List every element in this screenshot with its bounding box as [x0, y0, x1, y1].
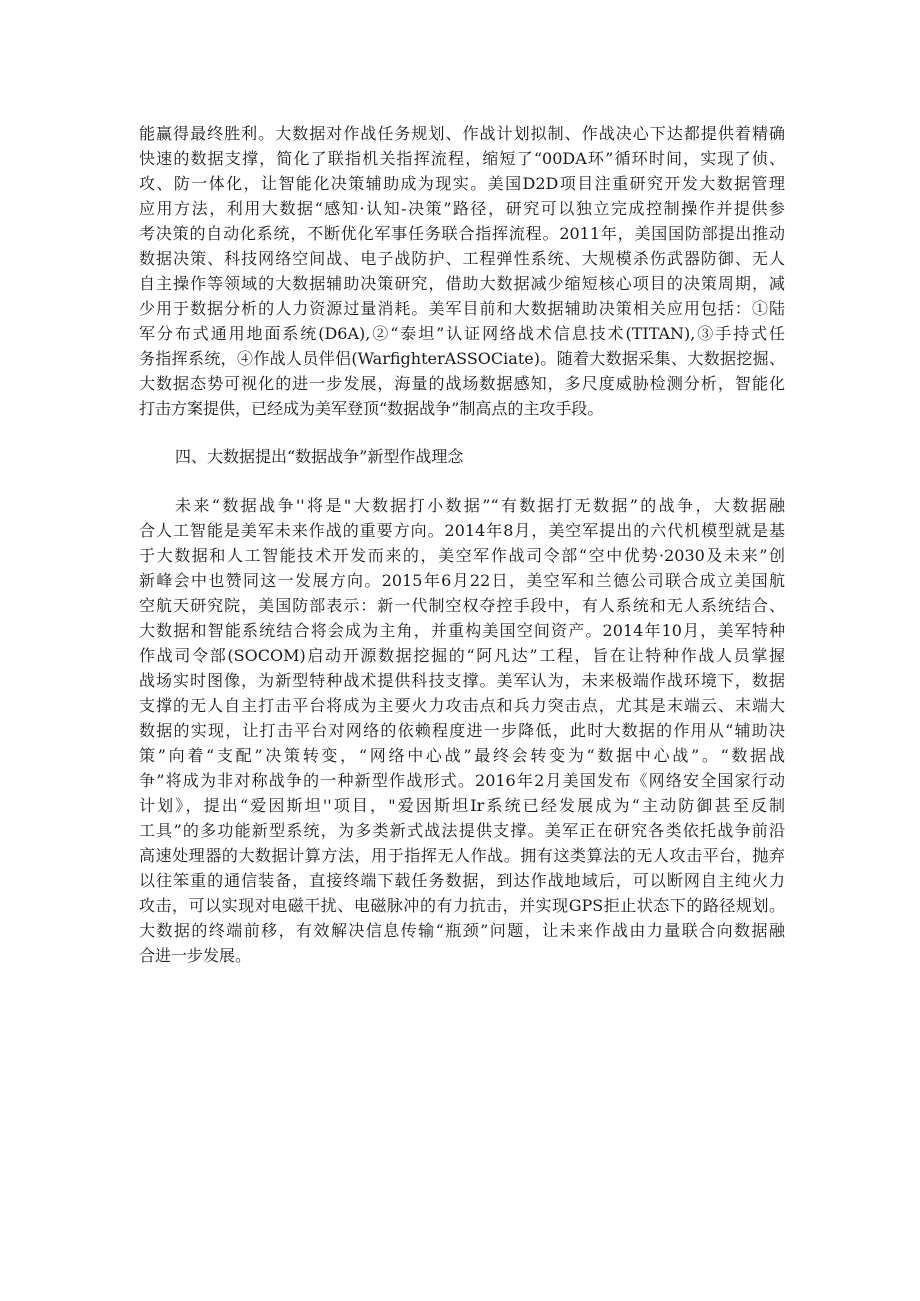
- text-line: 计划》，提出“爱因斯坦''项目，"爱因斯坦Ir系统已经发展成为“主动防御甚至反制: [139, 796, 785, 815]
- section-heading: 四、大数据提出“数据战争”新型作战理念: [175, 447, 464, 466]
- text-line: 高速处理器的大数据计算方法，用于指挥无人作战。拥有这类算法的无人攻击平台，抛弃: [139, 846, 785, 865]
- text-line: 自主操作等领域的大数据辅助决策研究，借助大数据减少缩短核心项目的决策周期，减: [139, 274, 785, 293]
- text-line: 支撑的无人自主打击平台将成为主要火力攻击点和兵力突击点，尤其是末端云、末端大: [139, 696, 785, 715]
- text-line: 大数据的终端前移，有效解决信息传输“瓶颈”问题，让未来作战由力量联合向数据融: [139, 921, 785, 940]
- text-line: 战场实时图像，为新型特种战术提供科技支撑。美军认为，未来极端作战环境下，数据: [139, 671, 785, 690]
- text-line: 打击方案提供，已经成为美军登顶“数据战争”制高点的主攻手段。: [139, 399, 604, 418]
- text-line: 于大数据和人工智能技术开发而来的，美空军作战司令部“空中优势·2030及未来”创: [139, 546, 785, 565]
- text-line: 以往笨重的通信装备，直接终端下载任务数据，到达作战地域后，可以断网自主纯火力: [139, 871, 785, 890]
- text-line: 工具”的多功能新型系统，为多类新式战法提供支撑。美军正在研究各类依托战争前沿: [139, 821, 785, 840]
- paragraph-1: [139, 121, 785, 421]
- text-line: 策”向着“支配”决策转变，“网络中心战”最终会转变为“数据中心战”。“数据战: [139, 746, 785, 765]
- text-line: 空航天研究院，美国防部表示：新一代制空权夺控手段中，有人系统和无人系统结合、: [139, 596, 785, 615]
- text-line: 大数据态势可视化的进一步发展，海量的战场数据感知，多尺度威胁检测分析，智能化: [139, 374, 785, 393]
- text-line: 考决策的自动化系统，不断优化军事任务联合指挥流程。2011年，美国国防部提出推动: [139, 224, 785, 243]
- text-line: 合人工智能是美军未来作战的重要方向。2014年8月，美空军提出的六代机模型就是基: [139, 521, 785, 540]
- text-line: 争”将成为非对称战争的一种新型作战形式。2016年2月美国发布《网络安全国家行动: [139, 771, 785, 790]
- paragraph-2: [139, 493, 785, 968]
- text-line: 快速的数据支撑，简化了联指机关指挥流程，缩短了“00DA环”循环时间，实现了侦、: [139, 149, 785, 168]
- text-line: 大数据和智能系统结合将会成为主角，并重构美国空间资产。2014年10月，美军特种: [139, 621, 785, 640]
- text-line: 作战司令部(SOCOM)启动开源数据挖掘的“阿凡达”工程，旨在让特种作战人员掌握: [139, 646, 785, 665]
- text-line: 合进一步发展。: [139, 946, 252, 965]
- text-line: 军分布式通用地面系统(D6A),②“泰坦”认证网络战术信息技术(TITAN),③手持式任: [139, 324, 785, 343]
- text-line: 攻击，可以实现对电磁干扰、电磁脉冲的有力抗击，并实现GPS拒止状态下的路径规划。: [139, 896, 785, 915]
- document-body: [139, 121, 785, 968]
- text-line: 少用于数据分析的人力资源过量消耗。美军目前和大数据辅助决策相关应用包括：①陆: [139, 299, 785, 318]
- text-line: 新峰会中也赞同这一发展方向。2015年6月22日，美空军和兰德公司联合成立美国航: [139, 571, 785, 590]
- text-line: 能赢得最终胜利。大数据对作战任务规划、作战计划拟制、作战决心下达都提供着精确: [139, 124, 785, 143]
- text-line: 数据决策、科技网络空间战、电子战防护、工程弹性系统、大规模杀伤武器防御、无人: [139, 249, 785, 268]
- text-line: 应用方法，利用大数据“感知·认知-决策”路径，研究可以独立完成控制操作并提供参: [139, 199, 785, 218]
- text-line: 攻、防一体化，让智能化决策辅助成为现实。美国D2D项目注重研究开发大数据管理: [139, 174, 785, 193]
- text-line: 务指挥系统，④作战人员伴侣(WarfighterASSOCiate)。随着大数据采集、大数据挖掘、: [139, 349, 785, 368]
- text-line: 未来“数据战争''将是"大数据打小数据”“有数据打无数据”的战争，大数据融: [175, 496, 785, 515]
- text-line: 数据的实现，让打击平台对网络的依赖程度进一步降低，此时大数据的作用从“辅助决: [139, 721, 785, 740]
